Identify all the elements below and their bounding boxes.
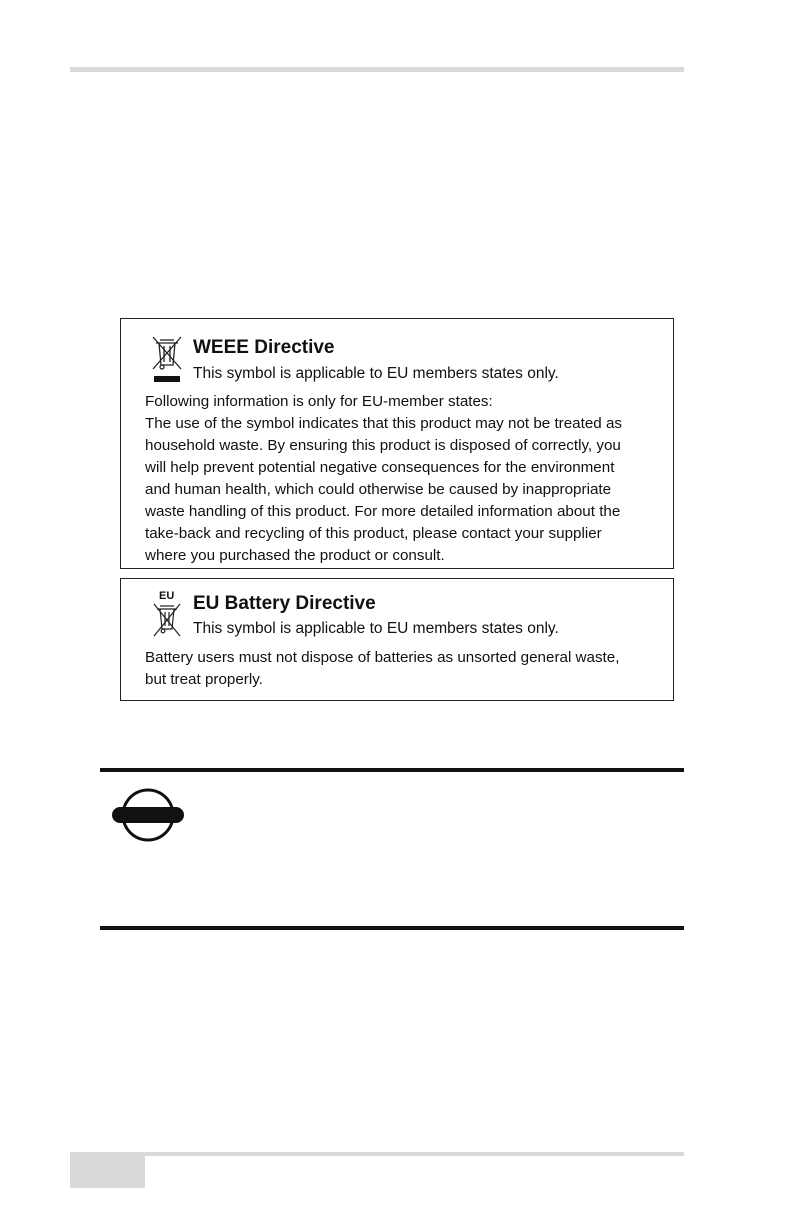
- weee-body-line: waste handling of this product. For more detailed information about the: [145, 503, 621, 520]
- weee-subtitle: This symbol is applicable to EU members states only.: [193, 365, 559, 382]
- battery-body: [145, 647, 659, 691]
- battery-subtitle: This symbol is applicable to EU members states only.: [193, 620, 559, 637]
- weee-body-line: Following information is only for EU-member states:: [145, 393, 493, 410]
- weee-body-line: will help prevent potential negative consequences for the environment: [145, 459, 615, 476]
- stop-icon: [108, 787, 188, 843]
- battery-body-line: but treat properly.: [145, 671, 263, 688]
- weee-body-line: The use of the symbol indicates that this product may not be treated as: [145, 415, 622, 432]
- notice-bottom-rule: [100, 926, 684, 930]
- crossed-out-wheelie-bin-icon: [151, 335, 183, 385]
- weee-body-line: household waste. By ensuring this product is disposed of correctly, you: [145, 437, 621, 454]
- weee-title: WEEE Directive: [193, 337, 335, 358]
- battery-title: EU Battery Directive: [193, 593, 376, 614]
- weee-body-line: where you purchased the product or consult.: [145, 547, 445, 564]
- crossed-out-battery-bin-icon: [151, 603, 183, 639]
- weee-body-line: take-back and recycling of this product, please contact your supplier: [145, 525, 602, 542]
- footer-rule: [70, 1152, 684, 1156]
- header-rule: [70, 67, 684, 72]
- notice-top-rule: [100, 768, 684, 772]
- weee-body: [145, 391, 659, 567]
- battery-directive-box: [120, 578, 674, 701]
- weee-body-line: and human health, which could otherwise be caused by inappropriate: [145, 481, 612, 498]
- weee-directive-box: [120, 318, 674, 569]
- battery-symbol-label: EU: [159, 590, 175, 602]
- battery-body-line: Battery users must not dispose of batteries as unsorted general waste,: [145, 649, 620, 666]
- page-number-tab: [70, 1152, 145, 1188]
